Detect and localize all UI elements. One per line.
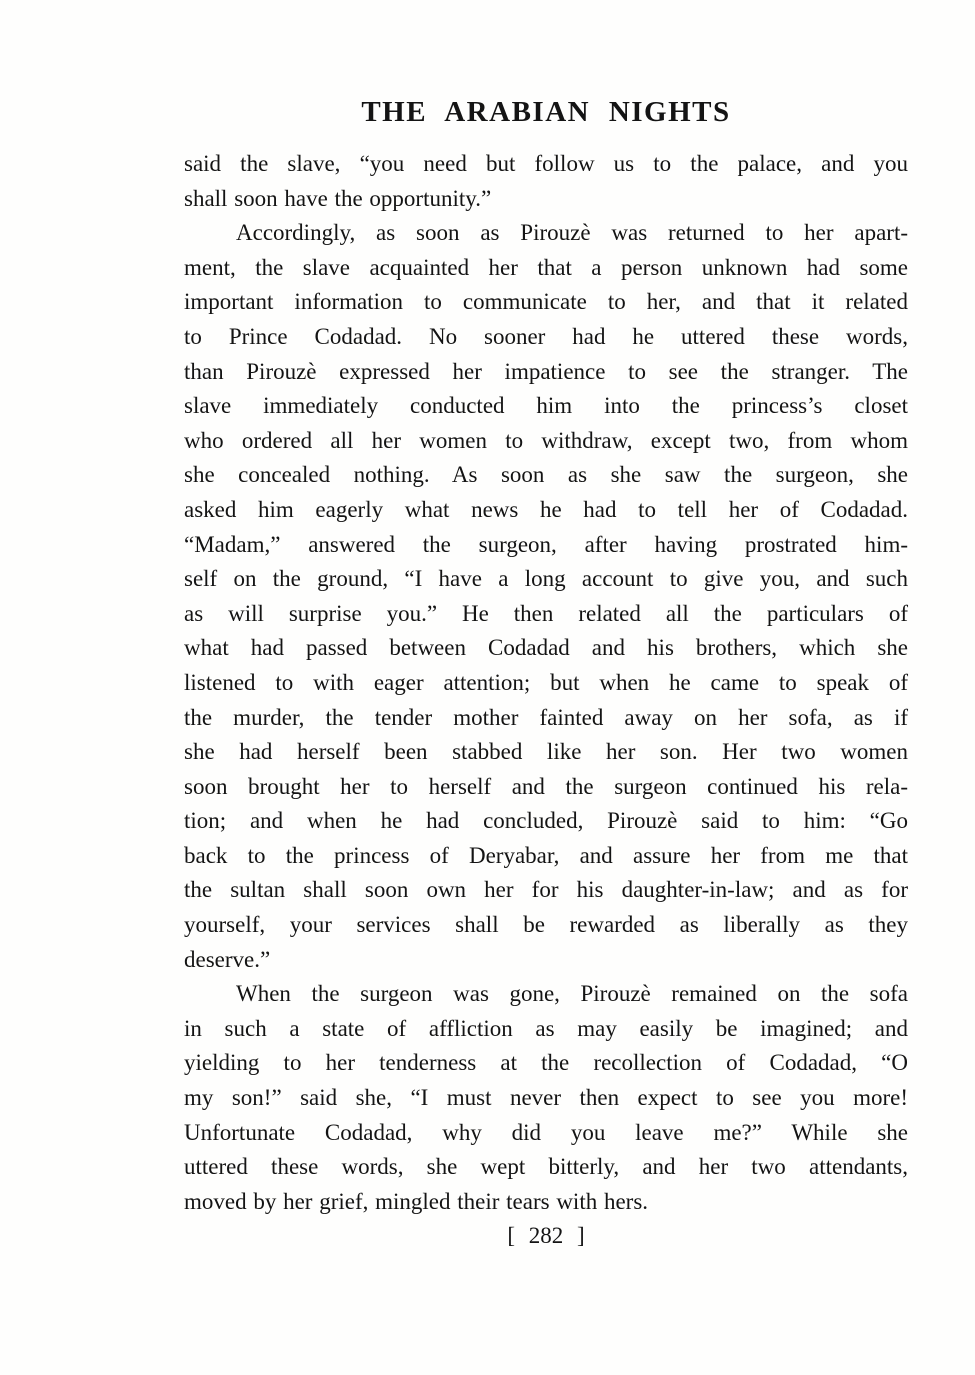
- text-line: yielding to her tenderness at the recollection of Codadad, “O: [184, 1050, 908, 1076]
- text-line: When the surgeon was gone, Pirouzè remained on the sofa: [236, 981, 908, 1007]
- text-line: what had passed between Codadad and his brothers, which she: [184, 635, 908, 661]
- text-line: deserve.”: [184, 946, 271, 972]
- text-line: to Prince Codadad. No sooner had he uttered these words,: [184, 323, 908, 349]
- text-line: she had herself been stabbed like her son. Her two women: [184, 739, 908, 765]
- text-line: soon brought her to herself and the surgeon continued his rela-: [184, 773, 908, 799]
- text-line: said the slave, “you need but follow us to the palace, and you: [184, 151, 908, 176]
- running-header-title: THE ARABIAN NIGHTS: [361, 96, 731, 128]
- body-text: [184, 147, 908, 1219]
- text-line: yourself, your services shall be rewarded as liberally as they: [184, 912, 908, 938]
- text-line: who ordered all her women to withdraw, except two, from whom: [184, 427, 908, 453]
- text-line: she concealed nothing. As soon as she saw the surgeon, she: [184, 462, 908, 488]
- text-line: in such a state of affliction as may easily be imagined; and: [184, 1015, 908, 1041]
- paragraph: [184, 977, 908, 1219]
- page-content: [184, 95, 908, 1251]
- text-line: shall soon have the opportunity.”: [184, 185, 492, 211]
- text-line: slave immediately conducted him into the princess’s closet: [184, 393, 908, 419]
- text-line: back to the princess of Deryabar, and assure her from me that: [184, 842, 908, 868]
- text-line: “Madam,” answered the surgeon, after having prostrated him-: [184, 531, 908, 557]
- text-line: Unfortunate Codadad, why did you leave me?” While she: [184, 1119, 908, 1145]
- text-line: self on the ground, “I have a long account to give you, and such: [184, 566, 908, 592]
- text-line: important information to communicate to her, and that it related: [184, 289, 908, 315]
- text-line: Accordingly, as soon as Pirouzè was returned to her apart-: [236, 220, 908, 246]
- text-line: than Pirouzè expressed her impatience to see the stranger. The: [184, 358, 908, 384]
- paragraph: [184, 147, 908, 216]
- text-line: tion; and when he had concluded, Pirouzè said to him: “Go: [184, 808, 908, 834]
- text-line: as will surprise you.” He then related all the particulars of: [184, 600, 908, 626]
- text-line: the sultan shall soon own her for his daughter-in-law; and as for: [184, 877, 908, 903]
- text-line: uttered these words, she wept bitterly, and her two attendants,: [184, 1154, 908, 1180]
- text-line: moved by her grief, mingled their tears with hers.: [184, 1188, 649, 1214]
- text-line: ment, the slave acquainted her that a person unknown had some: [184, 254, 908, 280]
- text-line: my son!” said she, “I must never then expect to see you more!: [184, 1085, 908, 1111]
- text-line: asked him eagerly what news he had to tell her of Codadad.: [184, 496, 908, 522]
- text-line: listened to with eager attention; but when he came to speak of: [184, 669, 908, 695]
- page-number: [ 282 ]: [507, 1223, 585, 1249]
- paragraph: [184, 216, 908, 977]
- text-line: the murder, the tender mother fainted away on her sofa, as if: [184, 704, 908, 730]
